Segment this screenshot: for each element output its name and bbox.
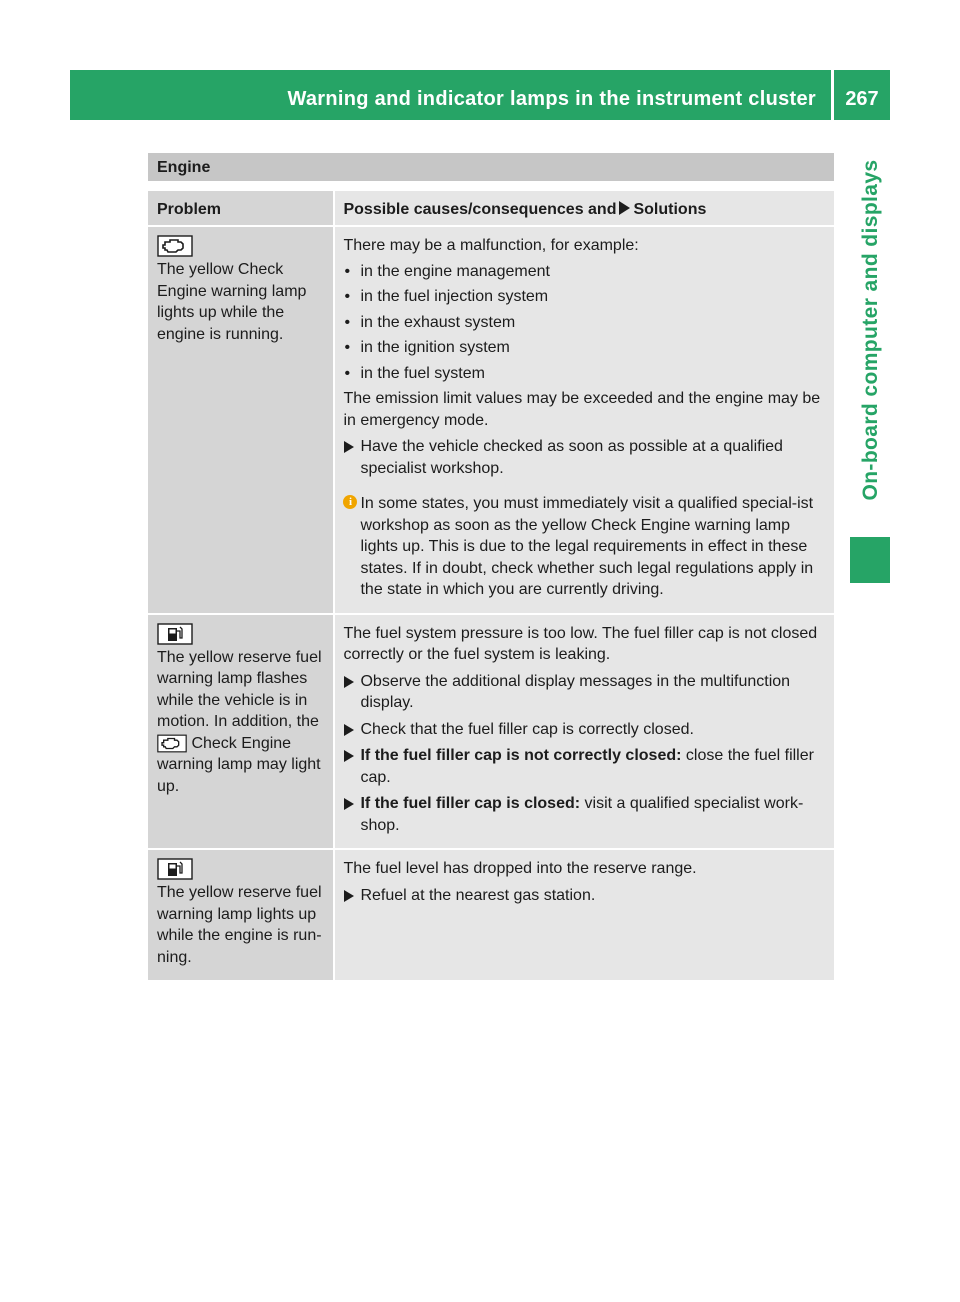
column-header-problem: Problem <box>148 191 333 225</box>
check-engine-icon <box>157 734 187 753</box>
page-header <box>70 70 890 120</box>
problem-cell <box>148 850 333 980</box>
cause-intro: The fuel level has dropped into the reserve range. <box>343 860 697 877</box>
action-arrow-icon <box>344 890 354 902</box>
action-step <box>343 436 828 479</box>
action-text: Refuel at the nearest gas station. <box>360 886 596 904</box>
table-header-row <box>148 189 834 225</box>
page-number: 267 <box>845 88 879 110</box>
list-item: • in the engine management <box>343 261 828 283</box>
side-tab-marker <box>850 537 890 583</box>
problem-cell <box>148 227 333 613</box>
fuel-pump-icon <box>157 858 193 880</box>
cause-intro: There may be a malfunction, for example: <box>343 237 639 254</box>
solution-cell <box>335 615 834 849</box>
problem-description <box>157 647 329 798</box>
action-step <box>343 885 828 907</box>
problem-cell <box>148 615 333 849</box>
fuel-pump-icon <box>157 623 193 645</box>
action-arrow-icon <box>344 750 354 762</box>
solution-cell <box>335 227 834 613</box>
consequence-text: The emission limit values may be exceeded and the engine may be in emergency mode. <box>343 390 821 429</box>
action-arrow-icon <box>619 201 630 215</box>
problem-description-part2: Check Engine warning lamp may light up. <box>157 734 321 795</box>
action-text: close the fuel filler cap. <box>360 747 814 786</box>
action-arrow-icon <box>344 441 354 453</box>
action-arrow-icon <box>344 798 354 810</box>
action-step <box>343 671 828 714</box>
problem-description-part1: The yellow reserve fuel warning lamp flashes while the vehicle is in motion. In addition, the <box>157 648 322 730</box>
table-row <box>148 225 834 613</box>
solution-cell <box>335 850 834 980</box>
action-step <box>343 719 828 741</box>
action-condition: If the fuel filler cap is not correctly closed: <box>360 747 682 764</box>
action-text: Have the vehicle checked as soon as possible at a qualified specialist workshop. <box>360 438 783 477</box>
list-item: • in the ignition system <box>343 337 828 359</box>
cause-intro: The fuel system pressure is too low. The fuel filler cap is not closed correctly or the fuel system is leaking. <box>343 624 818 663</box>
column-header-solutions <box>335 191 834 225</box>
side-tab-label: On-board computer and displays <box>859 159 882 501</box>
action-text: Observe the additional display messages in the multifunction display. <box>360 672 791 711</box>
check-engine-icon <box>157 235 193 257</box>
list-item: • in the exhaust system <box>343 312 828 334</box>
table-title: Engine <box>148 153 834 181</box>
action-step <box>343 745 828 788</box>
table-row <box>148 613 834 849</box>
action-text: visit a qualified specialist work-shop. <box>360 795 804 834</box>
action-arrow-icon <box>344 676 354 688</box>
action-text: Check that the fuel filler cap is correctly closed. <box>360 720 694 738</box>
action-condition: If the fuel filler cap is closed: <box>360 795 581 812</box>
engine-table <box>148 153 834 980</box>
problem-description: The yellow Check Engine warning lamp lights up while the engine is running. <box>157 261 307 343</box>
action-arrow-icon <box>344 724 354 736</box>
header-title: Warning and indicator lamps in the instrument cluster <box>287 88 816 110</box>
note-text: In some states, you must immediately visit a qualified special-ist workshop as soon as the yellow Check Engine warning lamp lights up. This is due to the legal requirements in effect in these states. If in doubt, check whether such legal regulations apply in the state in which you are currently driving. <box>360 495 814 598</box>
list-item: • in the fuel injection system <box>343 286 828 308</box>
info-icon: i <box>343 495 357 509</box>
column-header-solutions-suffix: Solutions <box>633 201 707 218</box>
problem-description: The yellow reserve fuel warning lamp lights up while the engine is run-ning. <box>157 884 322 966</box>
column-header-solutions-prefix: Possible causes/consequences and <box>343 201 617 218</box>
action-step <box>343 793 828 836</box>
info-note <box>343 493 828 601</box>
list-item: • in the fuel system <box>343 363 828 385</box>
table-row <box>148 848 834 980</box>
